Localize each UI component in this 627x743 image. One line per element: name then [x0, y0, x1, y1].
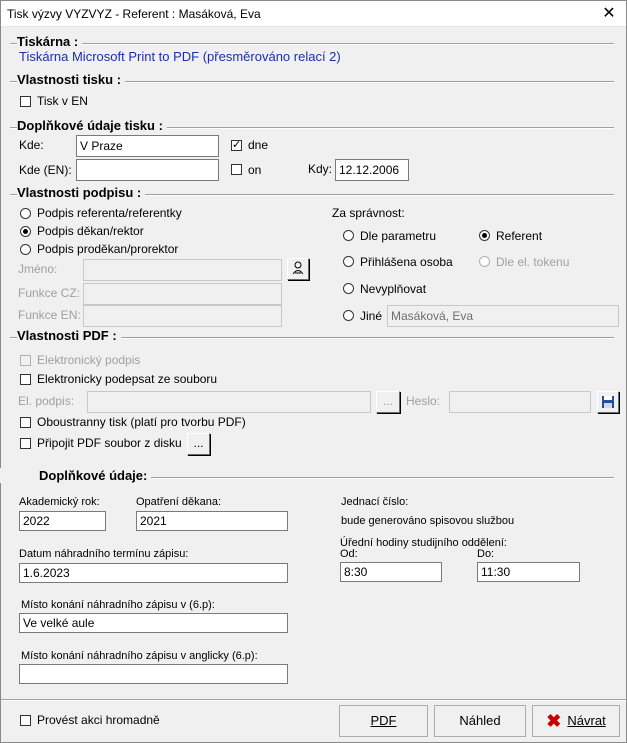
- akademicky-rok-label: Akademický rok:: [19, 496, 100, 508]
- prihlasena-osoba-radio[interactable]: [343, 256, 354, 267]
- referent-radio[interactable]: [479, 230, 490, 241]
- dle-parametru-radio[interactable]: [343, 230, 354, 241]
- title-bar: [1, 1, 626, 27]
- floppy-disk-icon[interactable]: [597, 391, 619, 413]
- on-checkbox[interactable]: [231, 164, 242, 175]
- kdy-label: Kdy:: [308, 162, 333, 176]
- prihlasena-osoba-label: Přihlášena osoba: [360, 255, 453, 269]
- oboustranny-label: Oboustranny tisk (platí pro tvorbu PDF): [37, 415, 246, 429]
- kde-en-label: Kde (EN):: [19, 163, 72, 177]
- hodiny-label: Úřední hodiny studijního oddělení:: [340, 537, 507, 549]
- red-x-icon: ✖: [546, 711, 562, 731]
- kdy-input[interactable]: 12.12.2006: [335, 159, 409, 181]
- funkce-cz-label: Funkce CZ:: [18, 286, 81, 300]
- nahled-button[interactable]: [434, 705, 526, 737]
- jednaci-cislo-label: Jednací číslo:: [341, 496, 409, 508]
- dne-label: dne: [248, 138, 269, 152]
- hromadne-label: Provést akci hromadně: [37, 713, 160, 727]
- dne-checkbox[interactable]: ✓: [232, 139, 242, 151]
- tisk-en-checkbox[interactable]: [20, 96, 31, 107]
- on-label: on: [248, 163, 262, 177]
- el-podpis-browse-button[interactable]: ...: [376, 391, 400, 413]
- opatreni-label: Opatření děkana:: [136, 496, 222, 508]
- jednaci-cislo-value: bude generováno spisovou službou: [341, 515, 515, 527]
- jine-input[interactable]: Masáková, Eva: [387, 305, 619, 327]
- person-lookup-icon[interactable]: [287, 258, 309, 280]
- window-title: Tisk výzvy VYZVYZ - Referent : Masáková, Eva: [7, 7, 261, 21]
- navrat-button-label: Návrat: [567, 713, 606, 728]
- heslo-label: Heslo:: [406, 394, 441, 408]
- podpis-prodekan-label: Podpis proděkan/prorektor: [37, 242, 179, 256]
- dle-tokenu-label: Dle el. tokenu: [496, 255, 570, 269]
- akademicky-rok-input[interactable]: 2022: [19, 511, 106, 531]
- kde-input[interactable]: V Praze: [76, 135, 219, 157]
- dle-tokenu-radio[interactable]: [479, 256, 490, 267]
- doplnkove-title: [0, 468, 151, 483]
- od-input[interactable]: 8:30: [340, 562, 442, 582]
- od-label: Od:: [340, 548, 358, 560]
- funkce-en-label: Funkce EN:: [18, 308, 81, 322]
- jmeno-input[interactable]: [83, 259, 282, 281]
- podepsat-soubor-label: Elektronicky podepsat ze souboru: [37, 372, 218, 386]
- elektronicky-podpis-checkbox[interactable]: [20, 355, 31, 366]
- podpis-referent-radio[interactable]: [20, 208, 31, 219]
- heslo-input[interactable]: [449, 391, 591, 413]
- podpis-dekan-label: Podpis děkan/rektor: [37, 224, 144, 238]
- kde-label: Kde:: [19, 138, 44, 152]
- pripojit-label: Připojit PDF soubor z disku: [37, 436, 182, 450]
- do-label: Do:: [477, 548, 495, 560]
- nevyplnovat-radio[interactable]: [343, 283, 354, 294]
- doplnkove-title-text: Doplňkové údaje:: [39, 468, 148, 483]
- misto-en-input[interactable]: [19, 664, 288, 684]
- doplnkove-tisku-title: Doplňkové údaje tisku :: [17, 118, 167, 133]
- kde-en-input[interactable]: [76, 159, 219, 181]
- datum-input[interactable]: 1.6.2023: [19, 563, 288, 583]
- za-spravnost-label: Za správnost:: [332, 206, 405, 220]
- referent-label: Referent: [496, 229, 543, 243]
- pripojit-checkbox[interactable]: [20, 438, 31, 449]
- podpis-prodekan-radio[interactable]: [20, 244, 31, 255]
- podpis-title: Vlastnosti podpisu :: [17, 185, 145, 200]
- jine-label: Jiné: [360, 309, 383, 323]
- podpis-referent-label: Podpis referenta/referentky: [37, 206, 182, 220]
- jmeno-label: Jméno:: [18, 262, 58, 276]
- footer-divider: [1, 699, 626, 701]
- elektronicky-podpis-label: Elektronický podpis: [37, 353, 141, 367]
- divider: [10, 43, 614, 45]
- tiskarna-title: Tiskárna :: [17, 34, 82, 49]
- jine-radio[interactable]: [343, 310, 354, 321]
- funkce-en-input[interactable]: [83, 305, 282, 327]
- oboustranny-checkbox[interactable]: [20, 417, 31, 428]
- close-icon[interactable]: ✕: [602, 5, 616, 22]
- funkce-cz-input[interactable]: [83, 283, 282, 305]
- pdf-button-label: PDF: [370, 713, 397, 728]
- pripojit-browse-button[interactable]: ...: [187, 433, 210, 455]
- opatreni-input[interactable]: 2021: [136, 511, 288, 531]
- el-podpis-input[interactable]: [87, 391, 371, 413]
- vlastnosti-tisku-title: Vlastnosti tisku :: [17, 72, 125, 87]
- podpis-dekan-radio[interactable]: [20, 226, 31, 237]
- misto-input[interactable]: Ve velké aule: [19, 613, 288, 633]
- dle-parametru-label: Dle parametru: [360, 229, 437, 243]
- hromadne-checkbox[interactable]: [20, 715, 31, 726]
- podepsat-soubor-checkbox[interactable]: [20, 374, 31, 385]
- misto-label: Místo konání náhradního zápisu v (6.p):: [21, 599, 215, 611]
- do-input[interactable]: 11:30: [477, 562, 580, 582]
- pdf-title: Vlastnosti PDF :: [17, 328, 121, 343]
- misto-en-label: Místo konání náhradního zápisu v anglicky (6.p):: [21, 650, 258, 662]
- printer-name[interactable]: Tiskárna Microsoft Print to PDF (přesměrováno relací 2): [19, 49, 341, 64]
- tisk-en-label: Tisk v EN: [37, 94, 88, 108]
- nahled-button-label: Náhled: [459, 713, 501, 728]
- datum-label: Datum náhradního termínu zápisu:: [19, 548, 189, 560]
- pdf-button[interactable]: [339, 705, 428, 737]
- nevyplnovat-label: Nevyplňovat: [360, 282, 427, 296]
- el-podpis-label: El. podpis:: [18, 394, 75, 408]
- navrat-button[interactable]: [532, 705, 620, 737]
